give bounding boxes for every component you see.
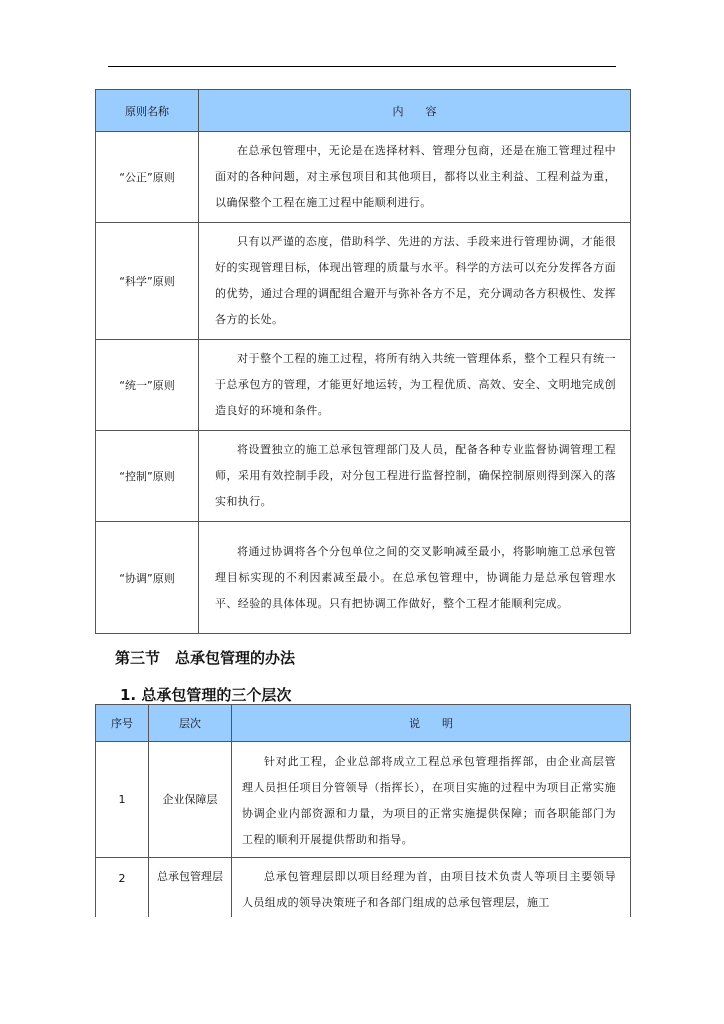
table-row bbox=[96, 132, 631, 223]
section-title: 第三节 总承包管理的办法 bbox=[115, 649, 296, 667]
subsection-title: 1. 总承包管理的三个层次 bbox=[120, 686, 292, 704]
level-number: 1 bbox=[96, 742, 149, 858]
principle-content: 对于整个工程的施工过程，将所有纳入共统一管理体系，整个工程只有统一于总承包方的管理，才能更好地运转，为工程优质、高效、安全、文明地完成创造良好的环境和条件。 bbox=[199, 340, 631, 431]
level-number: 2 bbox=[96, 858, 149, 918]
table-row bbox=[96, 522, 631, 634]
table-row bbox=[96, 340, 631, 431]
table-header-row bbox=[96, 90, 631, 132]
table-row bbox=[96, 742, 631, 858]
table-row bbox=[96, 858, 631, 918]
principle-content: 只有以严谨的态度，借助科学、先进的方法、手段来进行管理协调，才能很好的实现管理目标，体现出管理的质量与水平。科学的方法可以充分发挥各方面的优势，通过合理的调配组合避开与弥补各方不足，充分调动各方积极性、发挥各方的长处。 bbox=[199, 223, 631, 340]
column-header: 内 容 bbox=[199, 90, 631, 132]
level-name: 企业保障层 bbox=[149, 742, 232, 858]
column-header: 原则名称 bbox=[96, 90, 199, 132]
level-description: 总承包管理层即以项目经理为首，由项目技术负责人等项目主要领导人员组成的领导决策班子和各部门组成的总承包管理层，施工 bbox=[232, 858, 631, 918]
column-header: 层次 bbox=[149, 705, 232, 742]
principle-name: “公正”原则 bbox=[96, 132, 199, 223]
principle-name: “统一”原则 bbox=[96, 340, 199, 431]
table-header-row bbox=[96, 705, 631, 742]
principle-content: 将设置独立的施工总承包管理部门及人员，配备各种专业监督协调管理工程师，采用有效控制手段，对分包工程进行监督控制，确保控制原则得到深入的落实和执行。 bbox=[199, 431, 631, 522]
table-row bbox=[96, 223, 631, 340]
principle-name: “协调”原则 bbox=[96, 522, 199, 634]
level-name: 总承包管理层 bbox=[149, 858, 232, 918]
principle-content: 将通过协调将各个分包单位之间的交叉影响减至最小，将影响施工总承包管理目标实现的不利因素减至最小。在总承包管理中，协调能力是总承包管理水平、经验的具体体现。只有把协调工作做好，整个工程才能顺利完成。 bbox=[199, 522, 631, 634]
table-row bbox=[96, 431, 631, 522]
column-header: 说 明 bbox=[232, 705, 631, 742]
level-description: 针对此工程，企业总部将成立工程总承包管理指挥部，由企业高层管理人员担任项目分管领导（指挥长），在项目实施的过程中为项目正常实施协调企业内部资源和力量，为项目的正常实施提供保障；而各职能部门为工程的顺利开展提供帮助和指导。 bbox=[232, 742, 631, 858]
levels-table bbox=[95, 704, 631, 917]
principle-name: “控制”原则 bbox=[96, 431, 199, 522]
column-header: 序号 bbox=[96, 705, 149, 742]
header-rule bbox=[108, 66, 616, 67]
principle-content: 在总承包管理中，无论是在选择材料、管理分包商，还是在施工管理过程中面对的各种问题，对主承包项目和其他项目，都将以业主利益、工程利益为重，以确保整个工程在施工过程中能顺利进行。 bbox=[199, 132, 631, 223]
levels-table-clip bbox=[95, 704, 631, 917]
principle-name: “科学”原则 bbox=[96, 223, 199, 340]
principles-table bbox=[95, 89, 631, 634]
